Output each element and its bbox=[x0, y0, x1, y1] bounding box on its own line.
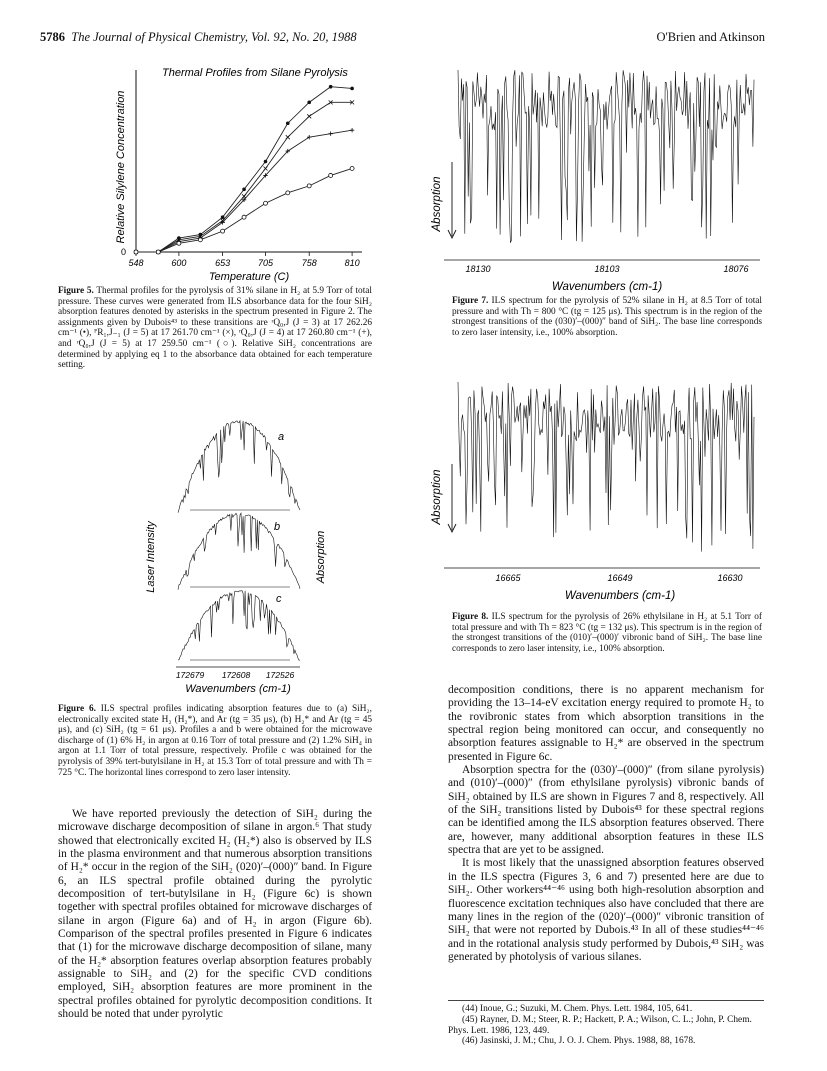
fig5-point bbox=[156, 250, 160, 254]
figure5-caption-label: Figure 5. bbox=[58, 286, 94, 296]
figure8-chart bbox=[424, 352, 764, 610]
figure8-caption-text: ILS spectrum for the pyrolysis of 26% ethylsilane in H₂ at 5.1 Torr of total pressure and with Th = 823 °C (tg = 132 μs). This spectrum is in the region of the strongest transitions of the (010)′–(000)′ vibronic band of SiH₂. The base line corresponds to zero laser intensity, i.e., 100% absorption. bbox=[452, 612, 762, 654]
right-paragraph-2: Absorption spectra for the (030)′–(000)″ (from silane pyrolysis) and (010)′–(000)″ (from ethylsilane pyrolysis) vibronic bands of SiH₂ obtained by ILS are shown in Figures 7 and 8, respectively. All of the SiH₂ transitions listed by Dubois⁴³ for these spectral regions can be identified among the ILS absorption features observed. There are, however, many additional absorption features in these ILS spectra that are yet to be assigned. bbox=[448, 764, 764, 857]
fig6-x-label: Wavenumbers (cm-1) bbox=[185, 683, 291, 695]
references bbox=[448, 1004, 764, 1047]
fig5-point bbox=[307, 101, 311, 105]
right-column-body bbox=[448, 684, 764, 964]
fig5-point bbox=[329, 85, 333, 89]
fig8-x-tick-3: 16630 bbox=[717, 573, 743, 583]
fig8-spectrum-trace bbox=[458, 382, 754, 552]
figure6-caption-label: Figure 6. bbox=[58, 704, 96, 714]
fig5-series-line bbox=[136, 102, 352, 252]
fig6-trace-c bbox=[178, 591, 300, 661]
figure7-caption bbox=[452, 296, 762, 338]
fig6-label-b: b bbox=[274, 521, 281, 533]
fig5-point bbox=[242, 215, 246, 219]
references-rule bbox=[448, 1000, 764, 1001]
fig5-x-tick-label: 758 bbox=[301, 258, 317, 268]
fig5-x-tick-label: 705 bbox=[257, 258, 274, 268]
fig5-point bbox=[177, 241, 181, 245]
figure5-caption bbox=[58, 286, 372, 371]
figure7-caption-label: Figure 7. bbox=[452, 296, 489, 306]
page-header-authors: O'Brien and Atkinson bbox=[656, 30, 765, 44]
figure8-caption bbox=[452, 612, 762, 654]
fig6-x-tick-3: 172526 bbox=[265, 670, 295, 680]
fig8-x-tick-1: 16665 bbox=[495, 573, 521, 583]
fig5-point bbox=[264, 160, 268, 164]
right-paragraph-3: It is most likely that the unassigned absorption features observed in the ILS spectra (Figures 3, 6 and 7) presented here are due to SiH₂. Other workers⁴⁴⁻⁴⁶ using both high-resolution absorption and fluorescence excitation techniques also have concluded that there are many lines in the region of the (020)′–(000)″ vibronic transition of SiH₂ that were not reported by Dubois.⁴³ In all of these studies⁴⁴⁻⁴⁶ and in the rotational analysis study performed by Dubois,⁴³ SiH₂ was generated by photolysis of various silanes. bbox=[448, 857, 764, 963]
fig6-trace-b bbox=[178, 513, 300, 590]
reference-45: (45) Rayner, D. M.; Steer, R. P.; Hackett, P. A.; Wilson, C. L.; John, P. Chem. Phys. Lett. 1986, 123, 449. bbox=[448, 1014, 752, 1036]
fig5-point bbox=[350, 128, 354, 132]
figure6-chart bbox=[140, 412, 340, 702]
fig5-series-line bbox=[136, 87, 352, 252]
fig5-point bbox=[221, 229, 225, 233]
fig7-spectrum-trace bbox=[458, 70, 754, 243]
fig7-y-label: Absorption bbox=[431, 176, 443, 232]
reference-44: (44) Inoue, G.; Suzuki, M. Chem. Phys. Lett. 1984, 105, 641. bbox=[462, 1004, 693, 1014]
fig5-point bbox=[329, 173, 333, 177]
fig8-y-label: Absorption bbox=[431, 469, 443, 525]
fig5-point bbox=[263, 166, 267, 170]
fig5-point bbox=[307, 135, 311, 139]
fig5-point bbox=[307, 184, 311, 188]
fig5-x-tick-label: 810 bbox=[344, 258, 360, 268]
fig5-y-zero: 0 bbox=[120, 247, 126, 257]
fig5-point bbox=[328, 131, 332, 135]
fig8-x-label: Wavenumbers (cm-1) bbox=[564, 590, 676, 602]
fig7-x-tick-2: 18103 bbox=[594, 264, 620, 274]
fig6-label-a: a bbox=[278, 431, 285, 443]
fig6-y-label-left: Laser Intensity bbox=[145, 521, 157, 593]
fig5-point bbox=[286, 135, 290, 139]
figure7-caption-text: ILS spectrum for the pyrolysis of 52% silane in H₂ at 8.5 Torr of total pressure and with Th = 800 °C (tg = 125 μs). This spectrum is in the region of the strongest transitions of the (030)′–(000)″ band of SiH₂. The base line corresponds to zero laser intensity, i.e., 100% absorption. bbox=[452, 296, 763, 338]
left-column-body bbox=[58, 808, 372, 1022]
reference-46: (46) Jasinski, J. M.; Chu, J. O. J. Chem. Phys. 1988, 88, 1678. bbox=[462, 1036, 696, 1047]
figure6-caption bbox=[58, 704, 372, 778]
fig5-series-line bbox=[136, 168, 352, 252]
fig7-x-tick-1: 18130 bbox=[465, 264, 491, 274]
page-number: 5786 bbox=[40, 30, 65, 44]
fig5-x-tick-label: 548 bbox=[128, 258, 144, 268]
right-paragraph-1: decomposition conditions, there is no apparent mechanism for providing the 13–14-eV excitation energy required to promote H₂ to the rovibronic states from which absorption transitions in the spectral region being monitored can occur, and consequently no absorption features assignable to H₂* are observed in the spectrum presented in Figure 6c. bbox=[448, 684, 764, 763]
figure6-caption-text: ILS spectral profiles indicating absorption features due to (a) SiH₂, electronically excited state H₂ (H₂*), and Ar (tg = 35 μs), (b) H₂* and Ar (tg = 45 μs), and (c) SiH₂ (tg = 61 μs). Profiles a and b were obtained for the microwave discharge of (1) 6% H₂ in argon at 0.16 Torr of total pressure and (2) 1.2% SiH₄ in argon at 1.1 Torr of total pressure, respectively. Profile c was obtained for the pyrolysis of 39% tert-butylsilane in H₂ at 15.3 Torr of total pressure and with Th = 725 °C. The horizontal lines correspond to zero laser intensity. bbox=[58, 704, 372, 778]
figure8-caption-label: Figure 8. bbox=[452, 612, 489, 622]
figure5-caption-text: Thermal profiles for the pyrolysis of 31% silane in H₂ at 5.9 Torr of total pressure. These curves were generated from ILS absorbance data for the four SiH₂ absorption features denoted by asterisks in the spectrum presented in Figure 2. The assignments given by Dubois⁴³ to these transitions are ʳQ₀,J (J = 3) at 17 262.26 cm⁻¹ (•), ᴾR₁,J₋₁ (J = 5) at 17 261.70 cm⁻¹ (×), ʳQ₀,J (J = 4) at 17 260.80 cm⁻¹ (+), and ʳQ₀,J (J = 5) at 17 259.50 cm⁻¹ (○). Relative SiH₂ concentrations are determined by applying eq 1 to the absorbance data obtained for each temperature setting. bbox=[58, 286, 372, 371]
fig6-x-tick-2: 172608 bbox=[221, 670, 251, 680]
fig5-point bbox=[286, 121, 290, 125]
fig5-x-tick-label: 653 bbox=[215, 258, 231, 268]
figure7-chart bbox=[424, 54, 764, 294]
fig5-point bbox=[350, 87, 354, 91]
fig5-x-tick-label: 600 bbox=[171, 258, 187, 268]
fig5-x-label: Temperature (C) bbox=[208, 271, 290, 283]
fig5-y-label: Relative Silylene Concentration bbox=[115, 90, 127, 244]
fig5-title: Thermal Profiles from Silane Pyrolysis bbox=[162, 67, 348, 79]
figure5-chart bbox=[112, 56, 372, 296]
fig5-point bbox=[263, 201, 267, 205]
fig6-x-tick-1: 172679 bbox=[175, 670, 205, 680]
fig7-x-label: Wavenumbers (cm-1) bbox=[551, 281, 663, 293]
fig7-x-tick-3: 18076 bbox=[723, 264, 749, 274]
fig5-point bbox=[286, 191, 290, 195]
fig8-x-tick-2: 16649 bbox=[607, 573, 633, 583]
fig6-label-c: c bbox=[276, 593, 282, 605]
fig5-point bbox=[350, 166, 354, 170]
left-paragraph-1: We have reported previously the detection of SiH₂ during the microwave discharge decomposition of silane in argon.⁶ That study showed that electronically excited H₂ (H₂*) also is observed by ILS in the plasma environment and that numerous absorption transitions of H₂* occur in the region of the SiH₂ (020)′–(000)″ band. In Figure 6, an ILS spectral profile obtained during the pyrolytic decomposition of tert-butylsilane in H₂ (Figure 6c) is shown together with spectral profiles obtained for microwave discharges of silane in argon (Figure 6a) and of H₂ in argon (Figure 6b). Comparison of the spectral profiles presented in Figure 6 indicates that (1) for the microwave discharge decomposition of silane, many of the H₂* absorption features overlap absorption features probably assignable to SiH₂ and (2) for the specific CVD conditions employed, SiH₂ absorption features are more prominent in the spectral profiles obtained for pyrolytic decomposition conditions. It should be noted that under pyrolytic bbox=[58, 808, 372, 1021]
fig6-y-label-right: Absorption bbox=[315, 530, 327, 584]
fig5-point bbox=[134, 250, 138, 254]
fig5-point bbox=[307, 114, 311, 118]
fig5-point bbox=[242, 188, 246, 192]
journal-name: The Journal of Physical Chemistry, Vol. 92, No. 20, 1988 bbox=[71, 30, 357, 44]
fig5-point bbox=[198, 238, 202, 242]
fig5-point bbox=[221, 215, 225, 219]
page-header-left bbox=[40, 30, 357, 45]
